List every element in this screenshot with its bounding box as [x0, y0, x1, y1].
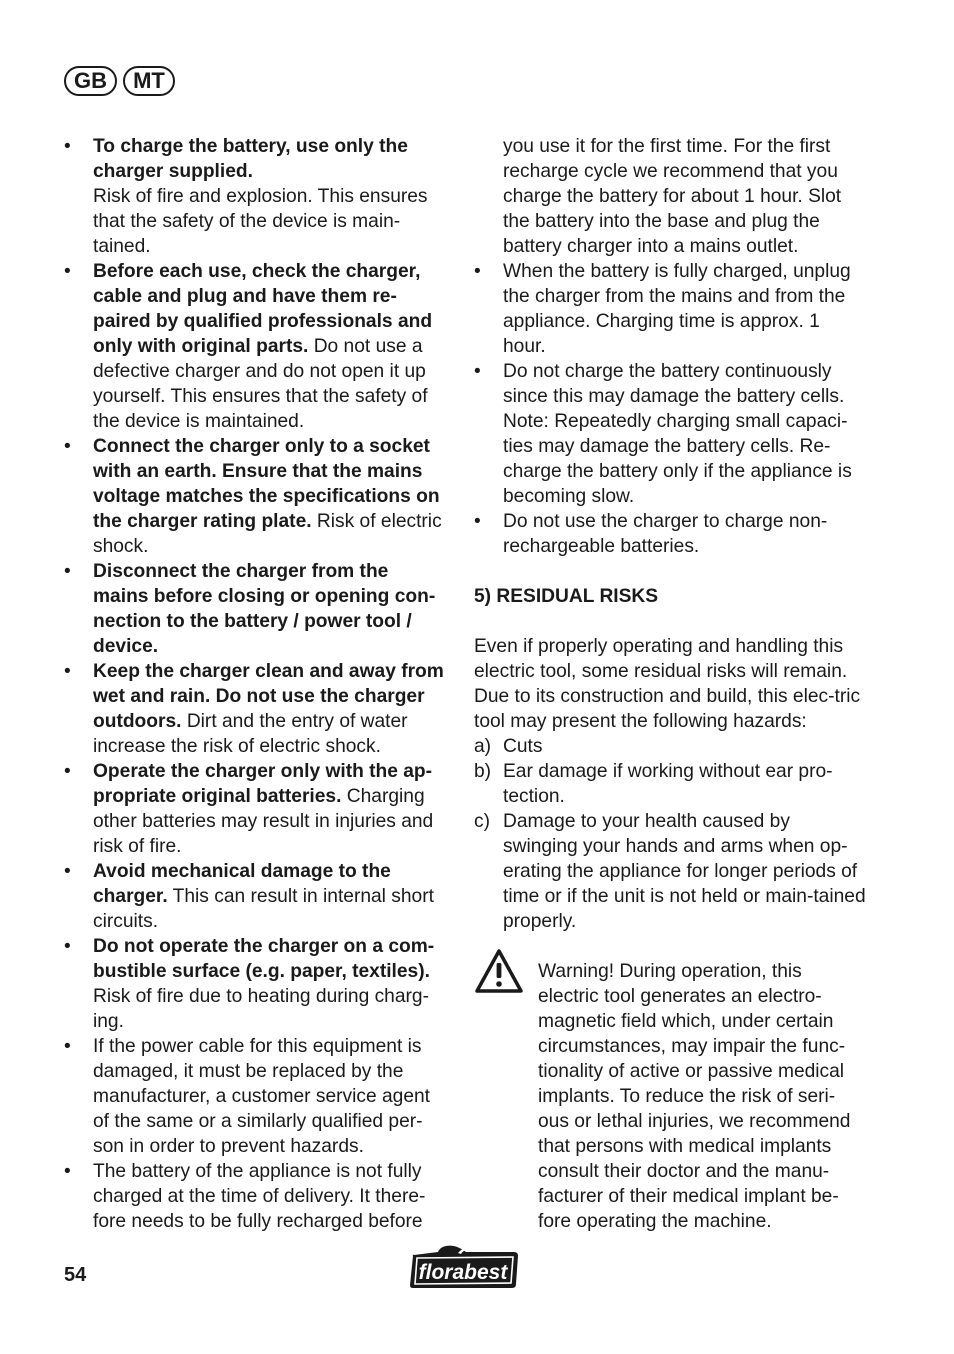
section-title: 5) RESIDUAL RISKS — [474, 586, 659, 607]
item-text: Risk of fire due to heating during charg-ing. — [93, 986, 429, 1032]
hazard-text: Damage to your health caused by swinging your hands and arms when op-erating the appliance for longer periods of time or if the unit is not held or main-tained properly. — [503, 811, 866, 932]
language-badge-gb: GB — [64, 66, 117, 96]
hazard-text: Cuts — [503, 736, 543, 757]
section-intro: Even if properly operating and handling this electric tool, some residual risks will remain. Due to its construction and build, this elec-tric tool may present the following hazards: — [474, 636, 861, 732]
warning-triangle-icon — [474, 948, 524, 994]
right-column — [474, 134, 866, 1234]
item-text: Do not use a defective charger and do not open it up yourself. This ensures that the safety of the device is maintained. — [93, 336, 428, 432]
hazard-marker: a) — [474, 736, 492, 757]
item-bold: To charge the battery, use only the charger supplied. — [93, 136, 408, 182]
item-text: Do not use the charger to charge non-rechargeable batteries. — [503, 511, 828, 557]
item-text: Do not charge the battery continuously since this may damage the battery cells. Note: Repeatedly charging small capaci-ties may damage the battery cells. Re-charge the battery only if the appliance is becoming slow. — [503, 361, 852, 507]
item-text: Risk of electric shock. — [93, 511, 442, 557]
charging-list — [474, 134, 866, 559]
list-item — [64, 559, 448, 659]
list-item — [64, 1159, 448, 1234]
item-bold: Before each use, check the charger, cable and plug and have them re-paired by qualified professionals and only with original parts. — [93, 261, 433, 357]
language-badge-mt: MT — [123, 66, 175, 96]
hazard-item — [474, 759, 866, 809]
item-text: This can result in internal short circuits. — [93, 886, 434, 932]
list-item — [474, 359, 866, 509]
item-text: Dirt and the entry of water increase the risk of electric shock. — [93, 711, 408, 757]
hazard-marker: c) — [474, 811, 490, 832]
list-item — [474, 509, 866, 559]
list-item — [64, 434, 448, 559]
item-text: When the battery is fully charged, unplug the charger from the mains and from the appliance. Charging time is approx. 1 hour. — [503, 261, 851, 357]
safety-list — [64, 134, 448, 1234]
item-bold: Avoid mechanical damage to the charger. — [93, 861, 391, 907]
list-item — [64, 259, 448, 434]
language-badges — [64, 66, 175, 96]
list-item — [474, 259, 866, 359]
item-bold: Keep the charger clean and away from wet and rain. Do not use the charger outdoors. — [93, 661, 444, 732]
logo-text: florabest — [418, 1261, 508, 1284]
warning-text: Warning! During operation, this electric tool generates an electro-magnetic field which, under certain circumstances, may impair the func-tionality of active or passive medical implants. To reduce the risk of seri-ous or lethal injuries, we recommend that persons with medical implants consult their doctor and the manu-facturer of their medical implant be-fore operating the machine. — [538, 961, 851, 1232]
left-column — [64, 134, 448, 1234]
page-number: 54 — [64, 1264, 87, 1286]
item-text: The battery of the appliance is not fully charged at the time of delivery. It there-fore needs to be fully recharged before — [93, 1161, 426, 1232]
list-item — [64, 134, 448, 259]
item-bold: Disconnect the charger from the mains before closing or opening con-nection to the battery / power tool / device. — [93, 561, 436, 657]
list-item — [64, 934, 448, 1034]
hazard-text: Ear damage if working without ear pro-tection. — [503, 761, 833, 807]
florabest-logo — [406, 1244, 520, 1290]
item-text: you use it for the first time. For the first recharge cycle we recommend that you charge the battery for about 1 hour. Slot the battery into the base and plug the battery charger into a mains outlet. — [503, 136, 842, 257]
warning-block — [474, 959, 866, 1234]
hazard-item — [474, 734, 866, 759]
item-bold: Connect the charger only to a socket with an earth. Ensure that the mains voltage matches the specifications on the charger rating plate. — [93, 436, 440, 532]
hazard-marker: b) — [474, 761, 492, 782]
list-item-continuation — [474, 134, 866, 259]
list-item — [64, 659, 448, 759]
item-bold: Do not operate the charger on a com-bustible surface (e.g. paper, textiles). — [93, 936, 435, 982]
item-text: Risk of fire and explosion. This ensures that the safety of the device is main-tained. — [93, 186, 428, 257]
list-item — [64, 859, 448, 934]
list-item — [64, 759, 448, 859]
list-item — [64, 1034, 448, 1159]
item-text: Charging other batteries may result in injuries and risk of fire. — [93, 786, 434, 857]
hazard-list — [474, 734, 866, 934]
item-text: If the power cable for this equipment is damaged, it must be replaced by the manufacturer, a customer service agent of the same or a similarly qualified per-son in order to prevent hazards. — [93, 1036, 431, 1157]
item-bold: Operate the charger only with the ap-propriate original batteries. — [93, 761, 433, 807]
hazard-item — [474, 809, 866, 934]
